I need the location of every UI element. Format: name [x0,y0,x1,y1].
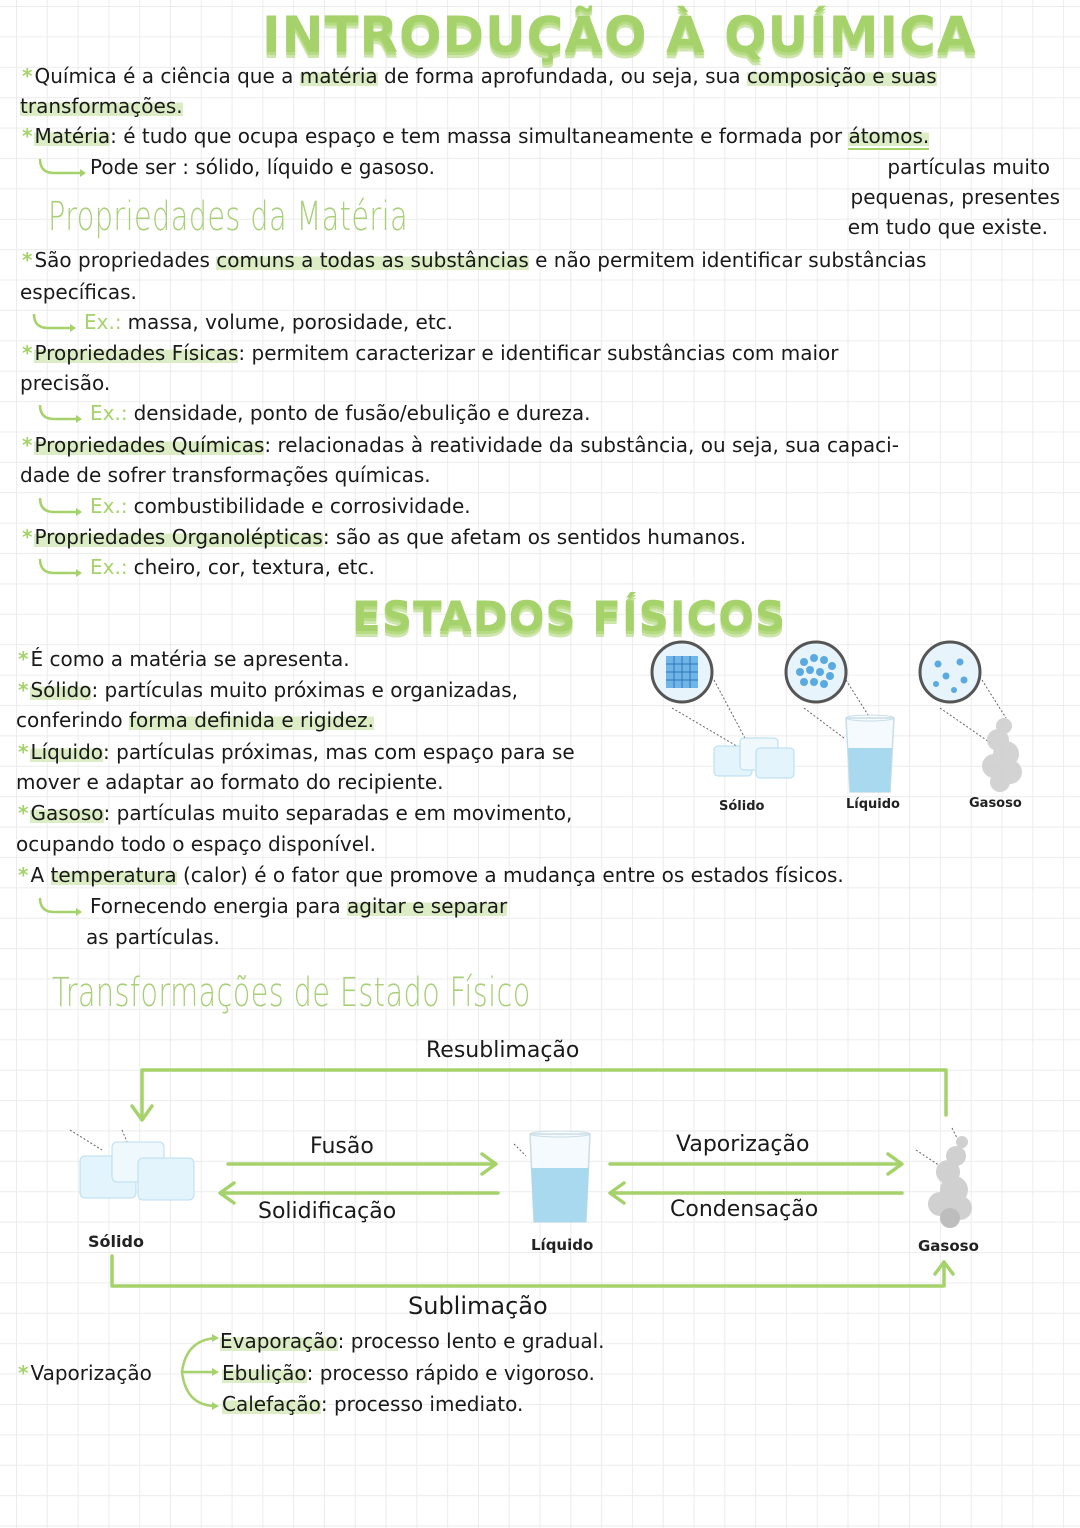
bullet-icon: * [22,248,33,272]
text: ocupando todo o espaço disponível. [16,832,376,856]
text: : partículas próximas, mas com espaço para se [103,740,575,764]
highlight-comuns: comuns a todas as substâncias [216,248,529,272]
text: precisão. [20,371,111,395]
term-evaporacao: Evaporação [220,1329,338,1353]
example-text: massa, volume, porosidade, etc. [127,310,454,334]
vaporizacao-root [18,1358,152,1388]
bullet-icon: * [18,678,29,702]
tipo-evaporacao [220,1326,605,1356]
bullet-icon: * [22,124,33,148]
caption-liquido: Líquido [846,797,900,812]
example-text: combustibilidade e corrosividade. [133,494,471,518]
note-line: em tudo que existe. [847,215,1048,239]
smoke-cloud-icon [916,1128,972,1228]
tipo-ebulicao [222,1358,595,1388]
text: : permitem caracterizar e identificar substâncias com maior [238,341,839,365]
term-calefacao: Calefação [222,1392,321,1416]
text: Fornecendo energia para [90,894,347,918]
text: (calor) é o fator que promove a mudança entre os estados físicos. [176,863,844,887]
text: É como a matéria se apresenta. [30,647,350,671]
note-line: partículas muito [887,155,1050,179]
text: dade de sofrer transformações químicas. [20,463,431,487]
page-title: INTRODUÇÃO À QUÍMICA [262,6,977,64]
text: : processo lento e gradual. [337,1329,605,1353]
term-ebulicao: Ebulição [222,1361,307,1385]
label-sublimacao: Sublimação [408,1292,548,1320]
pode-ser-text: Pode ser : sólido, líquido e gasoso. [90,155,436,179]
text: : são as que afetam os sentidos humanos. [322,525,747,549]
highlight-materia: matéria [299,64,378,88]
intro-text: Química é a ciência que a [34,64,300,88]
definition-text: : é tudo que ocupa espaço e tem massa simultaneamente e formada por [110,124,849,148]
text: conferindo [16,708,129,732]
state-gasoso: Gasoso [918,1237,979,1255]
branch-arrows-icon [180,1326,220,1420]
resublimacao-arrow [142,1070,946,1118]
section-heading-transformacoes: Transformações de Estado Físico [52,970,531,1016]
bullet-icon: * [18,647,29,671]
example-label: Ex.: [90,555,128,579]
label-vaporizacao: Vaporização [676,1132,810,1157]
text: : partículas muito próximas e organizadas, [91,678,518,702]
text: mover e adaptar ao formato do recipiente. [16,770,444,794]
term-fisicas: Propriedades Físicas [34,341,239,365]
tipo-calefacao [222,1389,523,1419]
bullet-icon: * [22,64,33,88]
term-organolepticas: Propriedades Organolépticas [34,525,323,549]
text: : processo imediato. [320,1392,524,1416]
text: A [30,863,51,887]
example-label: Ex.: [90,401,128,425]
term-materia: Matéria [34,124,111,148]
highlight-agitar: agitar e separar [346,894,508,918]
example-text: densidade, ponto de fusão/ebulição e dureza. [133,401,591,425]
example-text: cheiro, cor, textura, etc. [133,555,375,579]
term-solido: Sólido [30,678,92,702]
label-condensacao: Condensação [670,1197,819,1222]
ice-cubes-icon [70,1130,194,1200]
highlight-atomos: átomos. [848,124,930,148]
intro-text: de forma aprofundada, ou seja, sua [377,64,747,88]
term-gasoso: Gasoso [30,801,104,825]
highlight-forma: forma definida e rigidez. [129,708,374,732]
text: São propriedades [34,248,217,272]
note-line: pequenas, presentes [850,185,1060,209]
section-heading-propriedades: Propriedades da Matéria [48,194,408,240]
text: e não permitem identificar substâncias [528,248,927,272]
bullet-icon: * [22,341,33,365]
bullet-icon: * [18,740,29,764]
text: : partículas muito separadas e em movimento, [103,801,573,825]
term-quimicas: Propriedades Químicas [34,433,265,457]
caption-gasoso: Gasoso [969,796,1022,811]
state-solido: Sólido [88,1232,144,1251]
bullet-icon: * [18,1361,29,1385]
highlight-temperatura: temperatura [50,863,177,887]
bullet-icon: * [22,525,33,549]
text: : processo rápido e vigoroso. [306,1361,595,1385]
label-fusao: Fusão [310,1134,374,1159]
text: Vaporização [30,1361,152,1385]
bullet-icon: * [22,433,33,457]
text: as partículas. [86,925,220,949]
highlight-composicao: composição e suas [746,64,937,88]
bullet-icon: * [18,801,29,825]
section-title-estados: ESTADOS FÍSICOS [352,592,787,641]
highlight-transformacoes: transformações. [20,94,183,118]
text: específicas. [20,280,137,304]
state-liquido: Líquido [531,1236,594,1254]
label-solidificacao: Solidificação [258,1199,397,1224]
bullet-icon: * [18,863,29,887]
label-resublimacao: Resublimação [426,1038,580,1063]
water-glass-icon [514,1131,590,1222]
example-label: Ex.: [84,310,122,334]
caption-solido: Sólido [719,799,765,814]
term-liquido: Líquido [30,740,104,764]
sublimacao-arrow [112,1256,944,1286]
example-label: Ex.: [90,494,128,518]
text: : relacionadas à reatividade da substância, ou seja, sua capaci- [264,433,899,457]
